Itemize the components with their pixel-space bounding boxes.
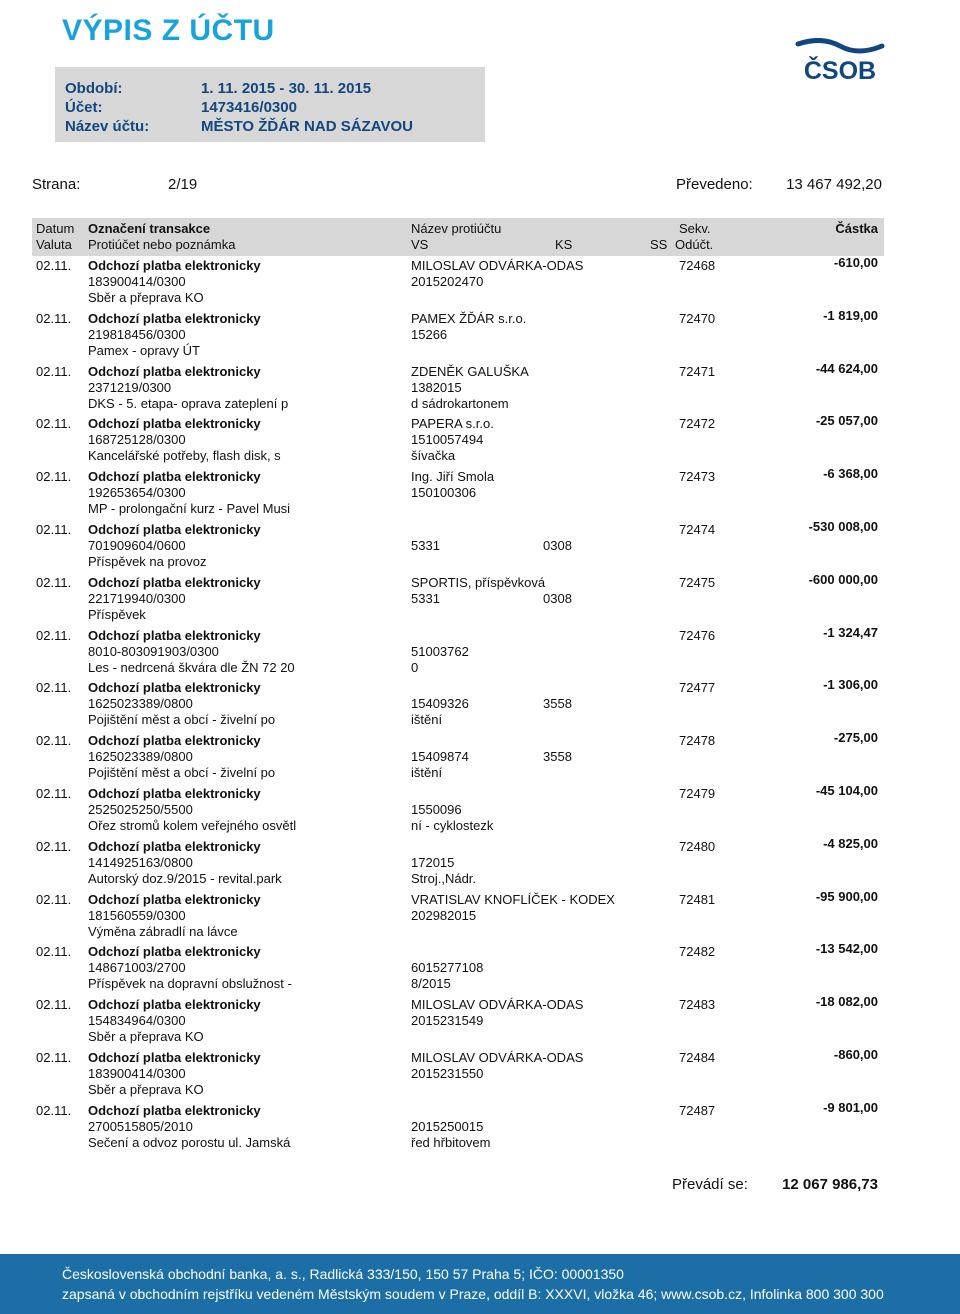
- tx-vs: 2015202470: [411, 274, 484, 289]
- tx-note: Pojištění měst a obcí - živelní po: [88, 712, 276, 728]
- tx-type: Odchozí platba elektronicky: [88, 1050, 261, 1065]
- header-vs: VS: [411, 237, 429, 252]
- tx-type: Odchozí platba elektronicky: [88, 944, 261, 960]
- header-protiucet: Protiúčet nebo poznámka: [88, 237, 236, 252]
- account-name-value: MĚSTO ŽĎÁR NAD SÁZAVOU: [201, 118, 413, 135]
- tx-sequence: 72481: [679, 891, 716, 907]
- period-label: Období:: [65, 80, 123, 97]
- tx-vs: 1382015: [411, 379, 462, 395]
- carry-forward-label: Převádí se:: [672, 1176, 748, 1193]
- page-title: VÝPIS Z ÚČTU: [62, 14, 275, 47]
- table-row: [0, 677, 960, 732]
- tx-note: Pamex - opravy ÚT: [88, 342, 200, 358]
- tx-amount: -44 624,00: [815, 360, 878, 376]
- tx-amount: -4 825,00: [823, 835, 878, 851]
- tx-note: Sběr a přeprava KO: [88, 1029, 204, 1045]
- tx-sequence: 72477: [679, 680, 716, 696]
- tx-ks: 0308: [543, 538, 572, 553]
- tx-amount: -95 900,00: [815, 888, 878, 904]
- tx-sequence: 72478: [679, 733, 716, 749]
- tx-note: Příspěvek na dopravní obslužnost -: [88, 976, 292, 992]
- tx-note: Kancelářské potřeby, flash disk, s: [88, 448, 281, 464]
- tx-sequence: 72470: [679, 310, 716, 326]
- tx-note: Výměna zábradlí na lávce: [88, 923, 238, 939]
- tx-note: MP - prolongační kurz - Pavel Musi: [88, 501, 291, 517]
- tx-counterparty-name: PAMEX ŽĎÁR s.r.o.: [411, 310, 527, 326]
- tx-name-continued: d sádrokartonem: [411, 395, 509, 411]
- tx-account: 701909604/0600: [88, 538, 186, 553]
- table-row: [0, 994, 960, 1049]
- tx-name-continued: ní - cyklostezk: [411, 818, 494, 833]
- table-row: [0, 413, 960, 468]
- tx-counterparty-name: VRATISLAV KNOFLÍČEK - KODEX: [411, 891, 615, 907]
- tx-amount: -1 306,00: [823, 677, 878, 693]
- tx-vs: 2015231550: [411, 1066, 484, 1081]
- tx-counterparty-name: Ing. Jiří Smola: [411, 469, 495, 485]
- tx-amount: -275,00: [833, 730, 878, 746]
- tx-date: 02.11.: [36, 522, 72, 537]
- tx-sequence: 72479: [679, 786, 716, 801]
- page-number-label: Strana:: [32, 176, 81, 193]
- tx-vs: 15409874: [411, 749, 469, 765]
- tx-date: 02.11.: [36, 733, 72, 749]
- table-row: [0, 941, 960, 996]
- tx-amount: -25 057,00: [815, 413, 878, 429]
- logo-wave-icon: [798, 40, 882, 51]
- carried-over-label: Převedeno:: [676, 176, 753, 193]
- tx-type: Odchozí platba elektronicky: [88, 680, 261, 696]
- tx-name-continued: šívačka: [411, 448, 456, 464]
- tx-sequence: 72487: [679, 1102, 716, 1118]
- tx-amount: -860,00: [833, 1047, 878, 1062]
- tx-amount: -1 819,00: [823, 307, 878, 323]
- tx-vs: 1510057494: [411, 432, 484, 448]
- tx-date: 02.11.: [36, 258, 72, 273]
- header-oznaceni: Označení transakce: [88, 221, 211, 236]
- tx-account: 2700515805/2010: [88, 1118, 193, 1134]
- table-row: [0, 1047, 960, 1102]
- table-row: [0, 1099, 960, 1155]
- tx-vs: 15409326: [411, 696, 469, 712]
- tx-account: 1414925163/0800: [88, 854, 193, 870]
- tx-date: 02.11.: [36, 627, 72, 643]
- tx-account: 183900414/0300: [88, 1066, 186, 1081]
- table-row: [0, 730, 960, 785]
- tx-account: 148671003/2700: [88, 960, 186, 976]
- tx-account: 168725128/0300: [88, 432, 186, 448]
- table-row: [0, 835, 960, 891]
- table-row: [0, 571, 960, 627]
- tx-date: 02.11.: [36, 574, 72, 590]
- tx-type: Odchozí platba elektronicky: [88, 1102, 261, 1118]
- table-row: [0, 624, 960, 680]
- footer-line-1: Československá obchodní banka, a. s., Radlická 333/150, 150 57 Praha 5; IČO: 00001350: [62, 1266, 624, 1282]
- tx-date: 02.11.: [36, 838, 72, 854]
- tx-account: 1625023389/0800: [88, 696, 193, 712]
- tx-date: 02.11.: [36, 997, 72, 1013]
- tx-name-continued: ištění: [411, 765, 443, 781]
- table-row: [0, 466, 960, 521]
- account-label: Účet:: [65, 99, 103, 116]
- account-name-label: Název účtu:: [65, 118, 150, 135]
- period-value: 1. 11. 2015 - 30. 11. 2015: [201, 80, 372, 97]
- tx-note: Příspěvek na provoz: [88, 554, 207, 569]
- tx-type: Odchozí platba elektronicky: [88, 310, 261, 326]
- tx-vs: 15266: [411, 326, 448, 342]
- tx-date: 02.11.: [36, 1102, 72, 1118]
- tx-type: Odchozí platba elektronicky: [88, 786, 261, 801]
- tx-type: Odchozí platba elektronicky: [88, 416, 261, 432]
- table-row: [0, 519, 960, 574]
- header-ss: SS: [650, 237, 668, 252]
- tx-type: Odchozí platba elektronicky: [88, 522, 261, 537]
- tx-counterparty-name: MILOSLAV ODVÁRKA-ODAS: [411, 997, 584, 1013]
- tx-date: 02.11.: [36, 363, 72, 379]
- tx-date: 02.11.: [36, 416, 72, 432]
- header-datum: Datum: [36, 221, 75, 236]
- tx-vs: 6015277108: [411, 960, 484, 976]
- tx-ks: 3558: [543, 696, 572, 712]
- tx-ks: 3558: [543, 749, 572, 765]
- tx-note: Sečení a odvoz porostu ul. Jamská: [88, 1134, 291, 1150]
- tx-vs: 51003762: [411, 643, 469, 659]
- tx-account: 1625023389/0800: [88, 749, 193, 765]
- logo-text: ČSOB: [803, 57, 877, 84]
- tx-type: Odchozí platba elektronicky: [88, 891, 261, 907]
- account-value: 1473416/0300: [201, 99, 297, 116]
- tx-type: Odchozí platba elektronicky: [88, 469, 261, 485]
- tx-amount: -610,00: [833, 255, 878, 270]
- tx-note: Sběr a přeprava KO: [88, 1082, 204, 1097]
- tx-account: 154834964/0300: [88, 1013, 186, 1029]
- tx-counterparty-name: MILOSLAV ODVÁRKA-ODAS: [411, 1050, 584, 1065]
- tx-sequence: 72472: [679, 416, 716, 432]
- header-nazev: Název protiúčtu: [411, 221, 502, 236]
- tx-counterparty-name: ZDENĚK GALUŠKA: [411, 363, 529, 379]
- tx-date: 02.11.: [36, 1050, 72, 1065]
- tx-type: Odchozí platba elektronicky: [88, 733, 261, 749]
- tx-sequence: 72475: [679, 574, 716, 590]
- tx-vs: 5331: [411, 590, 440, 606]
- tx-counterparty-name: PAPERA s.r.o.: [411, 416, 494, 432]
- tx-account: 219818456/0300: [88, 326, 186, 342]
- carried-over-value: 13 467 492,20: [786, 176, 882, 193]
- tx-amount: -530 008,00: [808, 519, 878, 534]
- tx-type: Odchozí platba elektronicky: [88, 258, 261, 273]
- tx-name-continued: ištění: [411, 712, 443, 728]
- tx-sequence: 72482: [679, 944, 716, 960]
- header-castka: Částka: [835, 221, 878, 236]
- tx-note: Autorský doz.9/2015 - revital.park: [88, 870, 282, 886]
- tx-note: Sběr a přeprava KO: [88, 290, 204, 305]
- tx-account: 192653654/0300: [88, 485, 186, 501]
- tx-amount: -6 368,00: [823, 466, 878, 482]
- tx-vs: 172015: [411, 854, 455, 870]
- tx-ks: 0308: [543, 590, 572, 606]
- tx-note: Les - nedrcená škvára dle ŽN 72 20: [88, 659, 295, 675]
- tx-vs: 150100306: [411, 485, 477, 501]
- tx-name-continued: Stroj.,Nádr.: [411, 870, 477, 886]
- tx-type: Odchozí platba elektronicky: [88, 574, 261, 590]
- tx-vs: 5331: [411, 538, 440, 553]
- tx-name-continued: řed hřbitovem: [411, 1134, 491, 1150]
- table-row: [0, 783, 960, 838]
- tx-sequence: 72474: [679, 522, 716, 537]
- tx-note: Příspěvek: [88, 606, 146, 622]
- tx-note: Pojištění měst a obcí - živelní po: [88, 765, 276, 781]
- header-valuta: Valuta: [36, 237, 72, 252]
- tx-counterparty-name: SPORTIS, příspěvková: [411, 574, 546, 590]
- footer: [0, 1254, 960, 1314]
- tx-account: 181560559/0300: [88, 907, 186, 923]
- tx-vs: 202982015: [411, 907, 477, 923]
- tx-name-continued: 0: [411, 659, 419, 675]
- tx-sequence: 72476: [679, 627, 716, 643]
- page-number-value: 2/19: [168, 176, 198, 193]
- tx-note: DKS - 5. etapa- oprava zateplení p: [88, 395, 289, 411]
- tx-amount: -1 324,47: [823, 624, 878, 640]
- table-row: [0, 888, 960, 944]
- tx-sequence: 72484: [679, 1050, 716, 1065]
- tx-vs: 2015231549: [411, 1013, 484, 1029]
- tx-sequence: 72473: [679, 469, 716, 485]
- tx-date: 02.11.: [36, 944, 72, 960]
- tx-vs: 1550096: [411, 802, 462, 817]
- tx-account: 8010-803091903/0300: [88, 643, 219, 659]
- tx-date: 02.11.: [36, 786, 72, 801]
- tx-date: 02.11.: [36, 680, 72, 696]
- header-ks: KS: [555, 237, 573, 252]
- footer-line-2: zapsaná v obchodním rejstříku vedeném Městským soudem v Praze, oddíl B: XXXVI, vložka 46; www.csob.cz, Infolinka 800 300 300: [62, 1286, 884, 1302]
- tx-amount: -18 082,00: [815, 994, 878, 1010]
- tx-account: 221719940/0300: [88, 590, 186, 606]
- tx-date: 02.11.: [36, 469, 72, 485]
- tx-amount: -9 801,00: [823, 1099, 878, 1115]
- tx-date: 02.11.: [36, 310, 72, 326]
- tx-vs: 2015250015: [411, 1118, 484, 1134]
- tx-amount: -45 104,00: [815, 783, 878, 798]
- tx-type: Odchozí platba elektronicky: [88, 363, 261, 379]
- tx-counterparty-name: MILOSLAV ODVÁRKA-ODAS: [411, 258, 584, 273]
- tx-note: Ořez stromů kolem veřejného osvětl: [88, 818, 297, 833]
- tx-date: 02.11.: [36, 891, 72, 907]
- tx-sequence: 72480: [679, 838, 716, 854]
- carry-forward-value: 12 067 986,73: [782, 1176, 878, 1193]
- header-sekv: Sekv.: [679, 221, 711, 236]
- tx-sequence: 72468: [679, 258, 716, 273]
- table-row: [0, 360, 960, 416]
- tx-amount: -600 000,00: [808, 571, 878, 587]
- table-row: [0, 307, 960, 363]
- tx-type: Odchozí platba elektronicky: [88, 627, 261, 643]
- csob-logo: [792, 38, 888, 84]
- tx-account: 183900414/0300: [88, 274, 186, 289]
- tx-type: Odchozí platba elektronicky: [88, 997, 261, 1013]
- tx-sequence: 72483: [679, 997, 716, 1013]
- header-oduct: Odúčt.: [675, 237, 714, 252]
- tx-account: 2371219/0300: [88, 379, 172, 395]
- tx-account: 2525025250/5500: [88, 802, 193, 817]
- tx-type: Odchozí platba elektronicky: [88, 838, 261, 854]
- tx-name-continued: 8/2015: [411, 976, 451, 992]
- account-info-box: [55, 67, 485, 142]
- tx-sequence: 72471: [679, 363, 716, 379]
- tx-amount: -13 542,00: [815, 941, 878, 957]
- table-row: [0, 255, 960, 310]
